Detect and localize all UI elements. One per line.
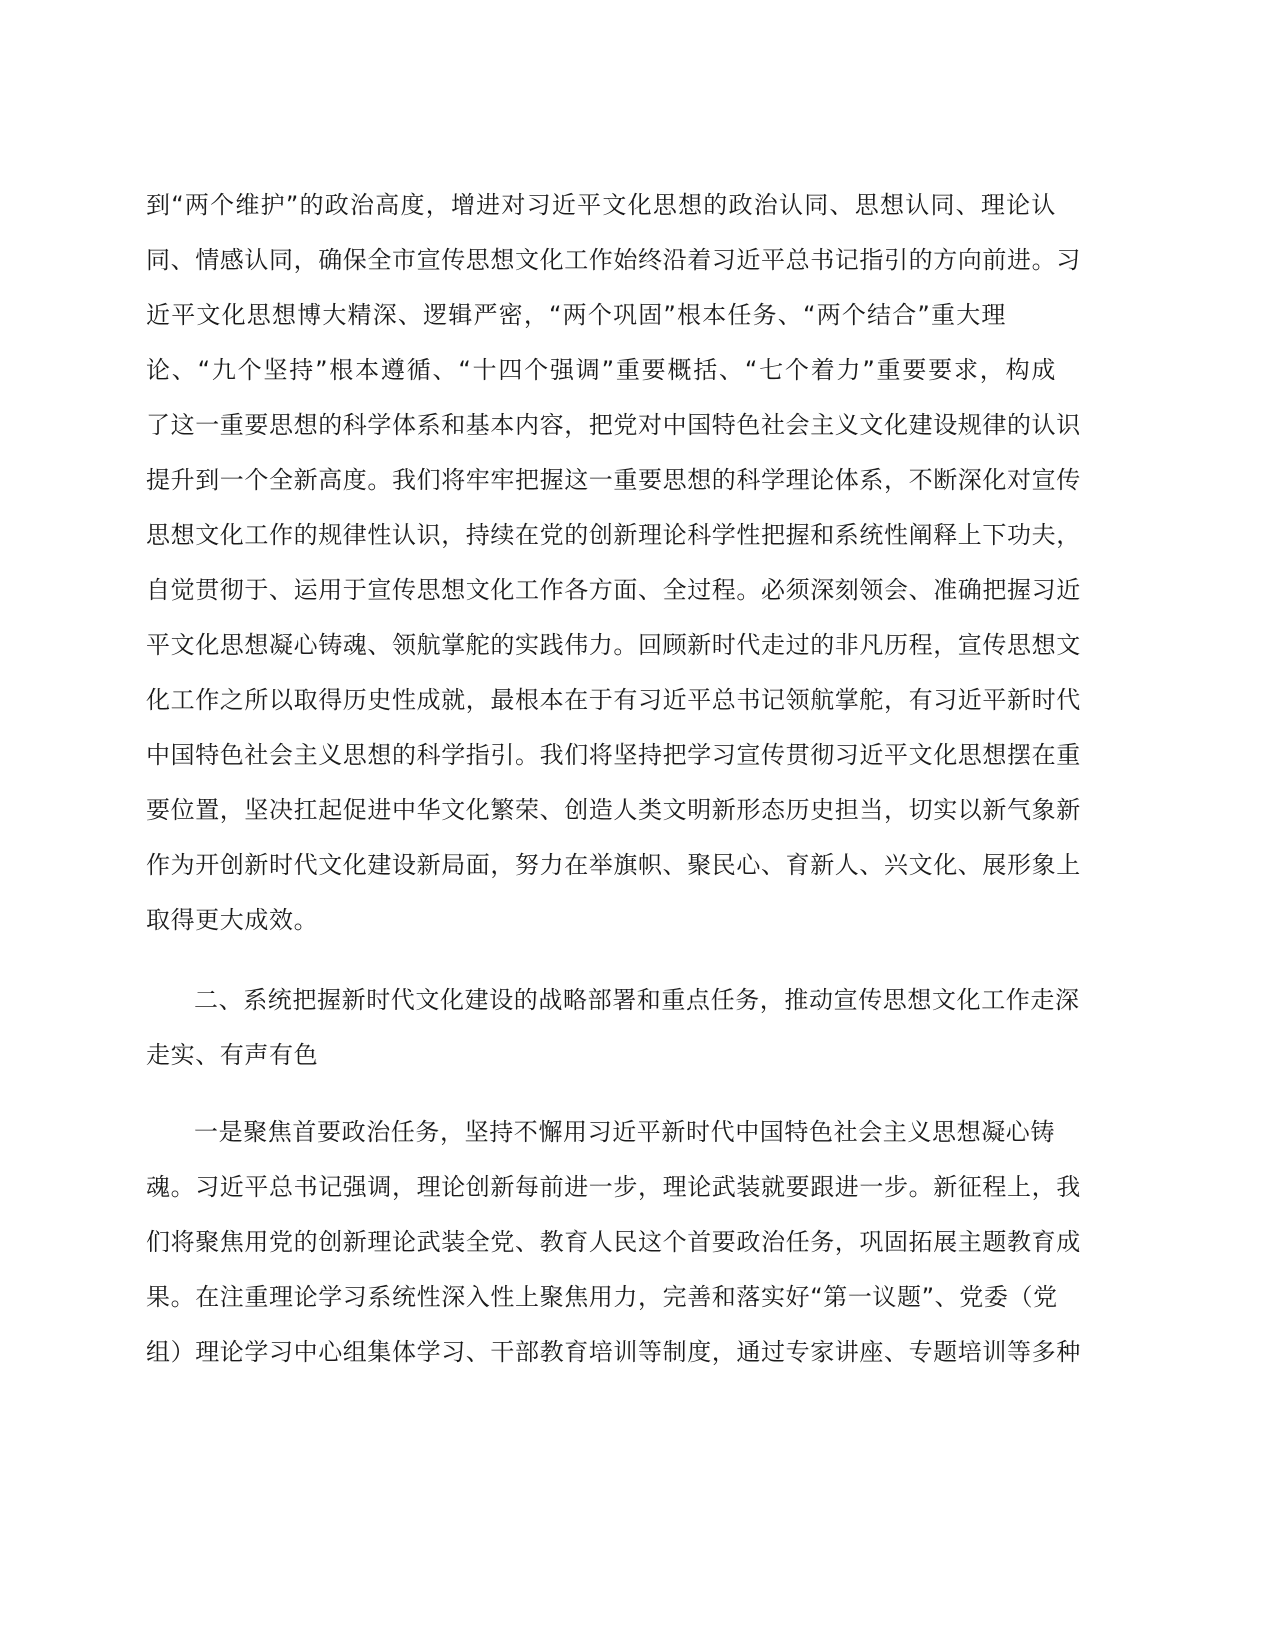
text-line: 取得更大成效。 (146, 906, 319, 934)
text-line: 们将聚焦用党的创新理论武装全党、教育人民这个首要政治任务，巩固拓展主题教育成 (146, 1228, 1081, 1256)
text-line: 自觉贯彻于、运用于宣传思想文化工作各方面、全过程。必须深刻领会、准确把握习近 (146, 576, 1081, 604)
text-line: 作为开创新时代文化建设新局面，努力在举旗帜、聚民心、育新人、兴文化、展形象上 (146, 851, 1081, 879)
text-line: 了这一重要思想的科学体系和基本内容，把党对中国特色社会主义文化建设规律的认识 (146, 411, 1081, 439)
text-line: 到“两个维护”的政治高度，增进对习近平文化思想的政治认同、思想认同、理论认 (146, 191, 1056, 219)
text-line: 同、情感认同，确保全市宣传思想文化工作始终沿着习近平总书记指引的方向前进。习 (146, 246, 1081, 274)
text-line: 思想文化工作的规律性认识，持续在党的创新理论科学性把握和系统性阐释上下功夫， (146, 521, 1081, 549)
section-heading: 二、系统把握新时代文化建设的战略部署和重点任务，推动宣传思想文化工作走深 (194, 986, 1080, 1014)
text-line: 近平文化思想博大精深、逻辑严密，“两个巩固”根本任务、“两个结合”重大理 (146, 301, 1006, 329)
text-line: 一是聚焦首要政治任务，坚持不懈用习近平新时代中国特色社会主义思想凝心铸 (194, 1118, 1055, 1146)
text-line: 平文化思想凝心铸魂、领航掌舵的实践伟力。回顾新时代走过的非凡历程，宣传思想文 (146, 631, 1081, 659)
text-line: 提升到一个全新高度。我们将牢牢把握这一重要思想的科学理论体系，不断深化对宣传 (146, 466, 1081, 494)
section-heading-continued: 走实、有声有色 (146, 1041, 319, 1069)
text-line: 论、“九个坚持”根本遵循、“十四个强调”重要概括、“七个着力”重要要求，构成 (146, 356, 1056, 384)
text-line: 组）理论学习中心组集体学习、干部教育培训等制度，通过专家讲座、专题培训等多种 (146, 1338, 1081, 1366)
text-line: 中国特色社会主义思想的科学指引。我们将坚持把学习宣传贯彻习近平文化思想摆在重 (146, 741, 1081, 769)
text-line: 化工作之所以取得历史性成就，最根本在于有习近平总书记领航掌舵，有习近平新时代 (146, 686, 1081, 714)
text-line: 果。在注重理论学习系统性深入性上聚焦用力，完善和落实好“第一议题”、党委（党 (146, 1283, 1058, 1311)
text-line: 魂。习近平总书记强调，理论创新每前进一步，理论武装就要跟进一步。新征程上，我 (146, 1173, 1081, 1201)
text-line: 要位置，坚决扛起促进中华文化繁荣、创造人类文明新形态历史担当，切实以新气象新 (146, 796, 1081, 824)
